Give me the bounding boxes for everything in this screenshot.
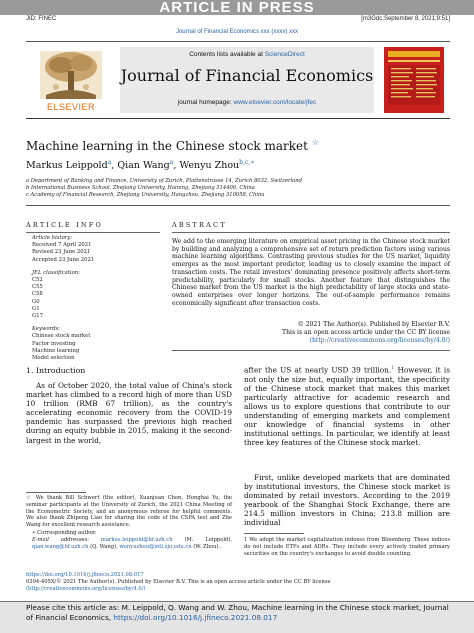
- header-rule: [26, 41, 450, 42]
- author-list: Markus Leippold$^a$, Qian Wang$^a$, Wenyu Zhou$^{b,c,∗}$: [26, 159, 255, 172]
- corresponding-author: ∗ Corresponding author.: [32, 530, 97, 536]
- history-label: Article history:: [32, 235, 73, 241]
- keywords-label: Keywords:: [32, 326, 61, 333]
- abstract-rule: [172, 232, 450, 233]
- journal-title: Journal of Financial Economics: [120, 66, 374, 85]
- elsevier-wordmark: ELSEVIER: [46, 102, 96, 112]
- title-footnote-mark[interactable]: ☆: [311, 138, 319, 147]
- doi-link[interactable]: https://doi.org/10.1016/j.jfineco.2021.08.017: [26, 572, 144, 578]
- intro-paragraph: As of October 2020, the total value of China's stock market has climbed to a record high of more than USD 10 trillion (RMB 67 trillion), as the country's accelerating economic recovery from the COVID-19 pandemic has surpassed the previous high reached during an equity bubble in 2015, making it the second-largest in the world,: [26, 381, 232, 445]
- acknowledgement-footnote: ☆ We thank Bill Schwert (the editor), Xuanjuan Chen, Honghai Yu, the seminar participants at the University of Zurich, the 2021 China Meeting of the Econometric Society, and an anonymous referee for helpful comments. We also thank Zhipeng Liao for sharing the code of the CSPA test and Zhe Wang for excellent research assistance.: [26, 495, 232, 529]
- abstract-copyright: © 2021 The Author(s). Published by Elsevier B.V.: [297, 321, 450, 328]
- cc-license-link[interactable]: (http://creativecommons.org/licenses/by/4.0/): [26, 586, 146, 592]
- article-info-rule: [26, 232, 160, 233]
- article-info-heading: ARTICLE INFO: [26, 221, 103, 229]
- abstract-license: This is an open access article under the CC BY license: [282, 329, 450, 336]
- affiliation: a Department of Banking and Finance, University of Zurich, Plattenstrasse 14, Zurich 8032, Switzerland: [26, 178, 302, 184]
- history-item: Revised 23 June 2021: [32, 249, 91, 256]
- footnote-rule: [26, 492, 86, 493]
- jel-code: C58: [32, 291, 43, 298]
- footnote-mark[interactable]: 1: [391, 365, 395, 371]
- author-name[interactable]: Markus Leippold: [26, 160, 108, 172]
- citation-doi-link[interactable]: https://doi.org/10.1016/j.jfineco.2021.08.017: [113, 612, 278, 622]
- abstract-heading: ABSTRACT: [172, 221, 227, 229]
- intro-heading: 1. Introduction: [26, 366, 86, 375]
- jel-label: JEL classification:: [32, 269, 81, 276]
- author-affil-mark[interactable]: a: [107, 159, 112, 166]
- contents-line: Contents lists available at ScienceDirect: [189, 51, 305, 58]
- jel-code: C52: [32, 277, 43, 284]
- history-item: Accepted 23 June 2021: [32, 256, 95, 263]
- article-info-block: [32, 235, 162, 362]
- author-name[interactable]: Qian Wang: [117, 160, 170, 172]
- intro-paragraph: after the US at nearly USD 39 trillion.$^1$ However, it is not only the size but, equally important, the specificity of the Chinese stock market that makes this market particularly attractive for academic research and allows us to explore questions that contribute to our understanding of emerging markets and complement our knowledge of financial systems in other institutional settings. In particular, we identify at least three key features of the Chinese stock market.: [244, 365, 450, 448]
- sciencedirect-link[interactable]: ScienceDirect: [264, 51, 305, 58]
- journal-id: JID: FINEC: [26, 16, 57, 22]
- affiliation-rule: [26, 205, 450, 206]
- citation-text: Please cite this article as: M. Leippold, Q. Wang and W. Zhou, Machine learning in the Chinese stock market, Journal of Financial Economics, https://doi.org/10.1016/j.jfineco.2021.08.017: [26, 603, 449, 622]
- affiliation: c Academy of Financial Research, Zhejiang University, Hangzhou, Zhejiang 310058, China: [26, 192, 265, 198]
- intro-paragraph: First, unlike developed markets that are dominated by institutional investors, the Chinese stock market is dominated by retail investors. According to the 2019 yearbook of the Shanghai Stock Exchange, there are 214.5 million investors in China; 213.8 million are individual: [244, 473, 450, 528]
- jel-code: G1: [32, 305, 40, 312]
- journal-cover: [378, 47, 450, 113]
- market-cap-footnote: 1 We adopt the market capitalization indexes from Bloomberg. These indices do not include ETFs and ADRs. They include every actively traded primary securities on the country's exchanges to avoid double counting.: [244, 537, 450, 557]
- keyword: Chinese stock market: [32, 333, 91, 340]
- abstract-bottom-rule: [172, 350, 450, 351]
- homepage-link[interactable]: www.elsevier.com/locate/jfec: [233, 99, 317, 106]
- author-affil-mark[interactable]: b,c,∗: [239, 159, 255, 166]
- license-link[interactable]: (http://creativecommons.org/licenses/by/4.0/): [309, 337, 450, 344]
- article-title: Machine learning in the Chinese stock market ☆: [26, 138, 319, 153]
- banner-bottom-rule: [26, 118, 450, 119]
- journal-cover-image: [378, 47, 450, 113]
- email-link[interactable]: markus.leippold@bf.uzh.ch: [100, 537, 173, 543]
- issn-line: 0304-405X/© 2021 The Author(s). Published by Elsevier B.V. This is an open access article under the CC BY license: [26, 579, 331, 585]
- affiliation: b International Business School, Zhejiang University, Haining, Zhejiang 314400, China: [26, 185, 255, 191]
- email-link[interactable]: qian.wang@bf.uzh.ch: [32, 543, 89, 550]
- footnote-rule: [244, 533, 304, 534]
- build-stamp: [m3Gdc;September 8, 2021;9:51]: [361, 16, 450, 22]
- jel-code: G17: [32, 313, 43, 320]
- homepage-line: journal homepage: www.elsevier.com/locate/jfec: [177, 99, 317, 106]
- journal-reference-link[interactable]: Journal of Financial Economics xxx (xxxx) xxx: [175, 29, 299, 35]
- author-affil-mark[interactable]: a: [169, 159, 174, 166]
- keyword: Machine learning: [32, 347, 80, 354]
- abstract-text: We add to the emerging literature on empirical asset pricing in the Chinese stock market by building and analyzing a comprehensive set of return prediction factors using various machine learning algorithms. Contrasting previous studies for the US market, liquidity emerges as the most important predictor, leading us to closely examine the impact of transaction costs. The retail investors' dominating presence positively affects short-term predictability, particularly for small stocks. Another feature that distinguishes the Chinese market from the US market is the high predictability of large stocks and state-owned enterprises over longer horizons. The out-of-sample performance remains economically significant after transaction costs.: [172, 238, 450, 307]
- article-in-press-banner: ARTICLE IN PRESS: [0, 0, 474, 15]
- email-addresses: E-mail addresses: markus.leippold@bf.uzh.ch (M. Leippold), qian.wang@bf.uzh.ch (Q. Wang), wenyuzhou@intl.zju.edu.cn (W. Zhou).: [32, 537, 232, 550]
- jel-code: G0: [32, 298, 40, 305]
- jel-code: C55: [32, 284, 43, 291]
- history-item: Received 7 April 2021: [32, 242, 92, 249]
- abstract-license-url: [172, 337, 450, 345]
- author-name[interactable]: Wenyu Zhou: [179, 160, 240, 172]
- keyword: Factor investing: [32, 340, 76, 347]
- email-link[interactable]: wenyuzhou@intl.zju.edu.cn: [119, 543, 192, 550]
- keyword: Model selection: [32, 355, 75, 362]
